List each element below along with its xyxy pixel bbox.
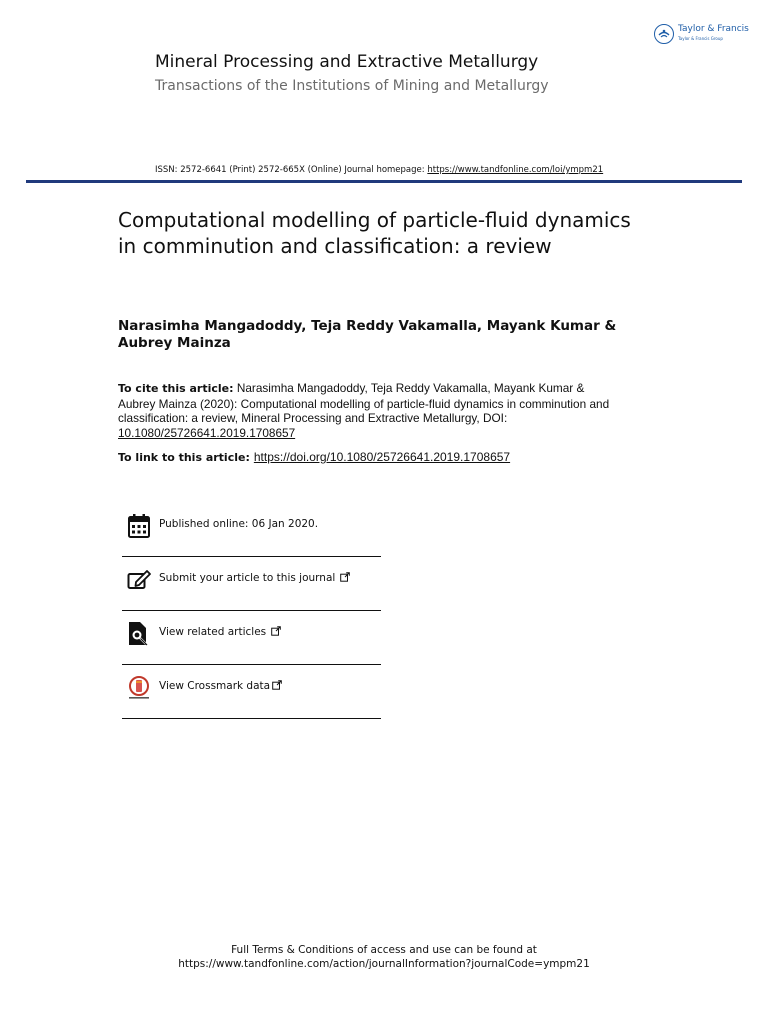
article-link-block	[118, 450, 678, 464]
footer-terms-text: Full Terms & Conditions of access and use can be found at	[231, 944, 537, 956]
crossmark-icon	[127, 675, 151, 701]
publisher-group: Taylor & Francis Group	[678, 36, 723, 41]
header-divider	[26, 180, 742, 183]
issn-text: ISSN: 2572-6641 (Print) 2572-665X (Online) Journal homepage:	[155, 165, 428, 175]
info-item-published	[122, 503, 381, 557]
publisher-logo	[654, 22, 754, 48]
search-document-icon	[127, 621, 151, 647]
footer-terms-url[interactable]: https://www.tandfonline.com/action/journalInformation?journalCode=ympm21	[178, 958, 590, 970]
citation-block	[118, 381, 618, 440]
view-related-articles-link[interactable]	[159, 626, 281, 639]
view-crossmark-link[interactable]	[159, 680, 282, 693]
citation-text: Narasimha Mangadoddy, Teja Reddy Vakamalla, Mayank Kumar & Aubrey Mainza (2020): Computational modelling of particle-fluid dynamics in comminution and classification: a review, Mineral Processing and Extractive Metallurgy, DOI:	[118, 381, 610, 425]
publisher-logo-icon	[654, 24, 674, 44]
article-title: Computational modelling of particle-fluid dynamics in comminution and classification: a review	[118, 208, 631, 258]
submit-article-link[interactable]	[159, 572, 350, 585]
article-link-label: To link to this article:	[118, 451, 250, 464]
edit-icon	[127, 567, 151, 593]
journal-subtitle: Transactions of the Institutions of Mining and Metallurgy	[155, 78, 549, 94]
external-link-icon	[272, 680, 282, 693]
footer	[0, 943, 768, 971]
citation-label: To cite this article:	[118, 382, 234, 395]
journal-title: Mineral Processing and Extractive Metallurgy	[155, 52, 539, 72]
article-info-list	[122, 503, 381, 719]
info-item-related[interactable]	[122, 611, 381, 665]
citation-doi-link[interactable]: 10.1080/25726641.2019.1708657	[118, 425, 296, 440]
external-link-icon	[340, 572, 350, 585]
article-authors: Narasimha Mangadoddy, Teja Reddy Vakamalla, Mayank Kumar & Aubrey Mainza	[118, 318, 617, 351]
issn-line	[155, 165, 603, 175]
view-crossmark-label: View Crossmark data	[159, 680, 271, 692]
article-doi-link[interactable]: https://doi.org/10.1080/25726641.2019.1708657	[253, 450, 511, 464]
external-link-icon	[271, 626, 281, 639]
info-item-crossmark[interactable]	[122, 665, 381, 719]
submit-article-label: Submit your article to this journal	[159, 572, 336, 584]
published-online-text: Published online: 06 Jan 2020.	[159, 518, 319, 530]
info-item-submit[interactable]	[122, 557, 381, 611]
view-related-articles-label: View related articles	[159, 626, 267, 638]
publisher-name: Taylor & Francis	[678, 24, 749, 34]
journal-homepage-link[interactable]: https://www.tandfonline.com/loi/ympm21	[427, 165, 604, 175]
calendar-icon	[127, 513, 151, 539]
